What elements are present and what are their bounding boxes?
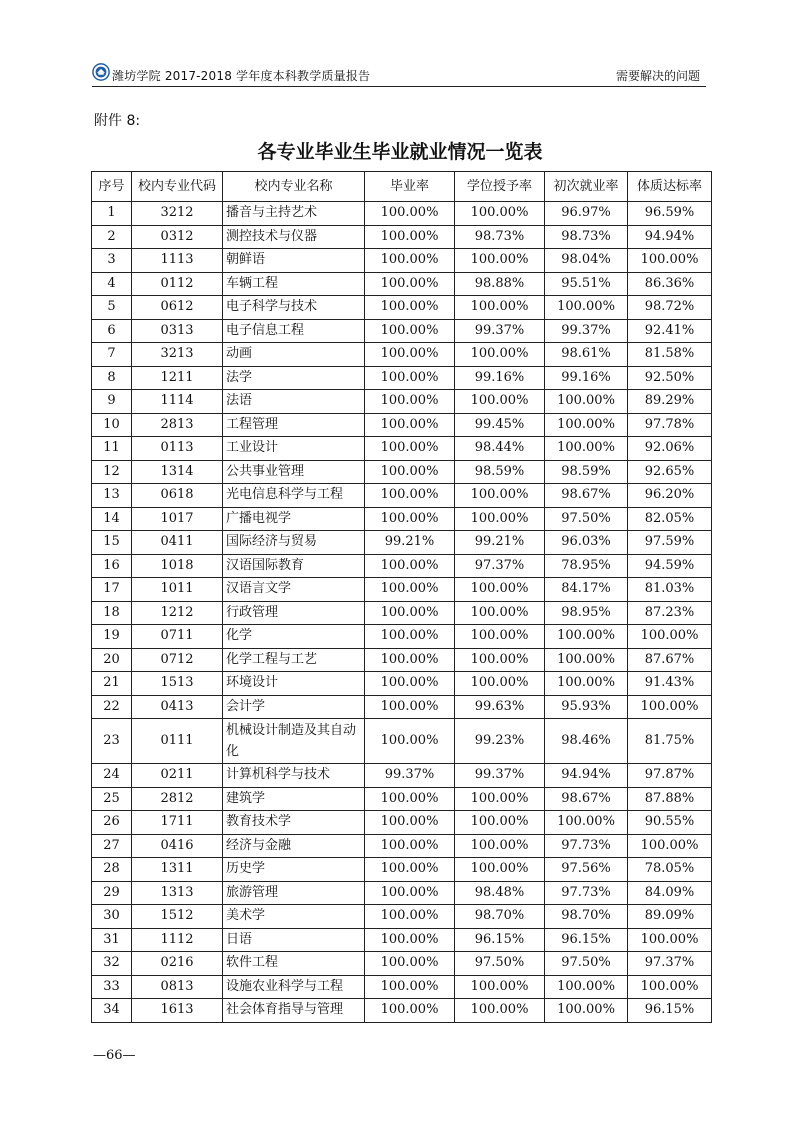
employment-rate-cell: 100.00% [545, 672, 628, 696]
table-row [92, 554, 712, 578]
graduation-rate-cell: 100.00% [365, 672, 455, 696]
graduation-rate-cell: 100.00% [365, 413, 455, 437]
page-number: —66— [93, 1048, 136, 1063]
header-divider [92, 86, 706, 87]
employment-rate-cell: 97.50% [545, 507, 628, 531]
table-row [92, 834, 712, 858]
major-name-cell: 公共事业管理 [223, 460, 365, 484]
graduation-rate-cell: 100.00% [365, 811, 455, 835]
degree-rate-cell: 98.44% [455, 437, 545, 461]
degree-rate-cell: 100.00% [455, 999, 545, 1023]
fitness-rate-cell: 94.59% [628, 554, 712, 578]
employment-rate-cell: 100.00% [545, 413, 628, 437]
degree-rate-cell: 100.00% [455, 296, 545, 320]
graduation-rate-cell: 100.00% [365, 975, 455, 999]
fitness-rate-cell: 97.59% [628, 531, 712, 555]
row-index-cell: 7 [92, 343, 132, 367]
report-title: 潍坊学院 2017-2018 学年度本科教学质量报告 [112, 69, 371, 83]
major-name-cell: 汉语国际教育 [223, 554, 365, 578]
major-code-cell: 0411 [132, 531, 223, 555]
graduation-rate-cell: 100.00% [365, 296, 455, 320]
graduation-rate-cell: 100.00% [365, 437, 455, 461]
degree-rate-cell: 100.00% [455, 484, 545, 508]
table-row [92, 460, 712, 484]
major-code-cell: 3212 [132, 202, 223, 226]
row-index-cell: 22 [92, 695, 132, 719]
graduation-rate-cell: 100.00% [365, 601, 455, 625]
fitness-rate-cell: 97.87% [628, 764, 712, 788]
graduation-rate-cell: 100.00% [365, 507, 455, 531]
major-name-cell: 法学 [223, 366, 365, 390]
major-code-cell: 1711 [132, 811, 223, 835]
major-name-cell: 法语 [223, 390, 365, 414]
graduation-rate-cell: 100.00% [365, 928, 455, 952]
column-header: 学位授予率 [455, 172, 545, 202]
row-index-cell: 11 [92, 437, 132, 461]
major-name-cell: 广播电视学 [223, 507, 365, 531]
major-code-cell: 1017 [132, 507, 223, 531]
degree-rate-cell: 100.00% [455, 625, 545, 649]
degree-rate-cell: 100.00% [455, 648, 545, 672]
graduation-rate-cell: 100.00% [365, 719, 455, 764]
degree-rate-cell: 99.21% [455, 531, 545, 555]
table-row [92, 858, 712, 882]
major-name-cell: 汉语言文学 [223, 578, 365, 602]
table-row [92, 531, 712, 555]
row-index-cell: 14 [92, 507, 132, 531]
table-header-row [92, 172, 712, 202]
fitness-rate-cell: 96.15% [628, 999, 712, 1023]
major-code-cell: 0113 [132, 437, 223, 461]
fitness-rate-cell: 100.00% [628, 625, 712, 649]
major-code-cell: 0416 [132, 834, 223, 858]
fitness-rate-cell: 89.29% [628, 390, 712, 414]
major-code-cell: 1113 [132, 249, 223, 273]
fitness-rate-cell: 89.09% [628, 905, 712, 929]
graduation-rate-cell: 100.00% [365, 625, 455, 649]
fitness-rate-cell: 86.36% [628, 272, 712, 296]
table-row [92, 601, 712, 625]
major-code-cell: 1313 [132, 881, 223, 905]
major-code-cell: 0112 [132, 272, 223, 296]
degree-rate-cell: 99.23% [455, 719, 545, 764]
degree-rate-cell: 100.00% [455, 390, 545, 414]
major-code-cell: 1613 [132, 999, 223, 1023]
employment-rate-cell: 94.94% [545, 764, 628, 788]
fitness-rate-cell: 100.00% [628, 695, 712, 719]
row-index-cell: 9 [92, 390, 132, 414]
degree-rate-cell: 100.00% [455, 834, 545, 858]
fitness-rate-cell: 92.41% [628, 319, 712, 343]
fitness-rate-cell: 81.03% [628, 578, 712, 602]
table-row [92, 296, 712, 320]
fitness-rate-cell: 87.67% [628, 648, 712, 672]
row-index-cell: 30 [92, 905, 132, 929]
major-code-cell: 1018 [132, 554, 223, 578]
employment-rate-cell: 95.93% [545, 695, 628, 719]
fitness-rate-cell: 90.55% [628, 811, 712, 835]
graduation-rate-cell: 100.00% [365, 272, 455, 296]
major-code-cell: 0312 [132, 225, 223, 249]
major-name-cell: 历史学 [223, 858, 365, 882]
fitness-rate-cell: 100.00% [628, 249, 712, 273]
graduation-rate-cell: 100.00% [365, 881, 455, 905]
graduation-rate-cell: 100.00% [365, 695, 455, 719]
row-index-cell: 12 [92, 460, 132, 484]
employment-rate-cell: 97.73% [545, 834, 628, 858]
graduation-rate-cell: 100.00% [365, 999, 455, 1023]
degree-rate-cell: 98.70% [455, 905, 545, 929]
page-header [92, 62, 706, 88]
degree-rate-cell: 100.00% [455, 858, 545, 882]
major-name-cell: 环境设计 [223, 672, 365, 696]
column-header: 序号 [92, 172, 132, 202]
major-name-cell: 化学工程与工艺 [223, 648, 365, 672]
major-name-cell: 计算机科学与技术 [223, 764, 365, 788]
degree-rate-cell: 97.50% [455, 952, 545, 976]
row-index-cell: 13 [92, 484, 132, 508]
graduation-rate-cell: 99.37% [365, 764, 455, 788]
fitness-rate-cell: 91.43% [628, 672, 712, 696]
major-code-cell: 1114 [132, 390, 223, 414]
major-code-cell: 1314 [132, 460, 223, 484]
major-name-cell: 工业设计 [223, 437, 365, 461]
table-body [92, 202, 712, 1023]
fitness-rate-cell: 94.94% [628, 225, 712, 249]
employment-rate-cell: 96.97% [545, 202, 628, 226]
table-row [92, 272, 712, 296]
table-row [92, 975, 712, 999]
major-name-cell: 建筑学 [223, 787, 365, 811]
table-row [92, 719, 712, 764]
row-index-cell: 34 [92, 999, 132, 1023]
table-row [92, 648, 712, 672]
graduation-rate-cell: 100.00% [365, 366, 455, 390]
major-code-cell: 1212 [132, 601, 223, 625]
employment-rate-cell: 97.50% [545, 952, 628, 976]
degree-rate-cell: 97.37% [455, 554, 545, 578]
employment-rate-cell: 100.00% [545, 437, 628, 461]
degree-rate-cell: 99.16% [455, 366, 545, 390]
row-index-cell: 24 [92, 764, 132, 788]
graduation-rate-cell: 100.00% [365, 554, 455, 578]
graduation-rate-cell: 100.00% [365, 202, 455, 226]
column-header: 初次就业率 [545, 172, 628, 202]
major-code-cell: 1011 [132, 578, 223, 602]
major-name-cell: 电子科学与技术 [223, 296, 365, 320]
graduation-rate-cell: 100.00% [365, 834, 455, 858]
table-row [92, 764, 712, 788]
table-row [92, 507, 712, 531]
major-code-cell: 0313 [132, 319, 223, 343]
major-name-cell: 旅游管理 [223, 881, 365, 905]
row-index-cell: 18 [92, 601, 132, 625]
table-row [92, 928, 712, 952]
major-code-cell: 1311 [132, 858, 223, 882]
major-code-cell: 0618 [132, 484, 223, 508]
employment-rate-cell: 96.03% [545, 531, 628, 555]
degree-rate-cell: 98.73% [455, 225, 545, 249]
employment-rate-cell: 100.00% [545, 999, 628, 1023]
degree-rate-cell: 100.00% [455, 202, 545, 226]
table-row [92, 225, 712, 249]
attachment-label: 附件 8: [94, 113, 141, 129]
row-index-cell: 17 [92, 578, 132, 602]
employment-rate-cell: 95.51% [545, 272, 628, 296]
fitness-rate-cell: 100.00% [628, 975, 712, 999]
major-name-cell: 会计学 [223, 695, 365, 719]
major-name-cell: 美术学 [223, 905, 365, 929]
major-code-cell: 0216 [132, 952, 223, 976]
major-code-cell: 1112 [132, 928, 223, 952]
employment-rate-cell: 100.00% [545, 625, 628, 649]
degree-rate-cell: 100.00% [455, 507, 545, 531]
fitness-rate-cell: 98.72% [628, 296, 712, 320]
major-name-cell: 工程管理 [223, 413, 365, 437]
row-index-cell: 10 [92, 413, 132, 437]
graduation-rate-cell: 100.00% [365, 905, 455, 929]
employment-rate-cell: 99.37% [545, 319, 628, 343]
degree-rate-cell: 99.45% [455, 413, 545, 437]
row-index-cell: 25 [92, 787, 132, 811]
table-row [92, 672, 712, 696]
row-index-cell: 28 [92, 858, 132, 882]
major-code-cell: 1513 [132, 672, 223, 696]
row-index-cell: 32 [92, 952, 132, 976]
employment-rate-cell: 84.17% [545, 578, 628, 602]
row-index-cell: 27 [92, 834, 132, 858]
employment-rate-cell: 98.95% [545, 601, 628, 625]
table-row [92, 249, 712, 273]
table-row [92, 811, 712, 835]
graduation-rate-cell: 100.00% [365, 343, 455, 367]
major-code-cell: 0211 [132, 764, 223, 788]
graduation-rate-cell: 100.00% [365, 484, 455, 508]
major-name-cell: 化学 [223, 625, 365, 649]
major-code-cell: 2812 [132, 787, 223, 811]
table-row [92, 413, 712, 437]
row-index-cell: 26 [92, 811, 132, 835]
graduation-rate-cell: 100.00% [365, 319, 455, 343]
degree-rate-cell: 98.48% [455, 881, 545, 905]
table-row [92, 905, 712, 929]
graduation-rate-cell: 99.21% [365, 531, 455, 555]
major-name-cell: 教育技术学 [223, 811, 365, 835]
row-index-cell: 20 [92, 648, 132, 672]
major-name-cell: 朝鲜语 [223, 249, 365, 273]
major-name-cell: 光电信息科学与工程 [223, 484, 365, 508]
graduation-rate-cell: 100.00% [365, 390, 455, 414]
degree-rate-cell: 100.00% [455, 578, 545, 602]
employment-rate-cell: 78.95% [545, 554, 628, 578]
employment-rate-cell: 98.04% [545, 249, 628, 273]
major-code-cell: 1211 [132, 366, 223, 390]
row-index-cell: 33 [92, 975, 132, 999]
graduation-rate-cell: 100.00% [365, 858, 455, 882]
employment-rate-cell: 100.00% [545, 296, 628, 320]
major-name-cell: 日语 [223, 928, 365, 952]
column-header: 毕业率 [365, 172, 455, 202]
employment-rate-cell: 100.00% [545, 811, 628, 835]
fitness-rate-cell: 92.65% [628, 460, 712, 484]
row-index-cell: 23 [92, 719, 132, 764]
table-row [92, 695, 712, 719]
degree-rate-cell: 99.37% [455, 764, 545, 788]
major-code-cell: 0813 [132, 975, 223, 999]
major-name-cell: 动画 [223, 343, 365, 367]
row-index-cell: 2 [92, 225, 132, 249]
major-code-cell: 0712 [132, 648, 223, 672]
table-row [92, 578, 712, 602]
degree-rate-cell: 100.00% [455, 601, 545, 625]
major-code-cell: 0612 [132, 296, 223, 320]
major-name-cell: 国际经济与贸易 [223, 531, 365, 555]
employment-rate-cell: 98.67% [545, 787, 628, 811]
graduation-rate-cell: 100.00% [365, 225, 455, 249]
fitness-rate-cell: 100.00% [628, 928, 712, 952]
table-row [92, 202, 712, 226]
employment-rate-cell: 98.73% [545, 225, 628, 249]
fitness-rate-cell: 81.58% [628, 343, 712, 367]
table-row [92, 999, 712, 1023]
degree-rate-cell: 100.00% [455, 672, 545, 696]
employment-rate-cell: 97.73% [545, 881, 628, 905]
degree-rate-cell: 99.63% [455, 695, 545, 719]
column-header: 校内专业名称 [223, 172, 365, 202]
table-row [92, 437, 712, 461]
row-index-cell: 1 [92, 202, 132, 226]
degree-rate-cell: 96.15% [455, 928, 545, 952]
table-row [92, 787, 712, 811]
fitness-rate-cell: 84.09% [628, 881, 712, 905]
employment-rate-cell: 99.16% [545, 366, 628, 390]
school-logo-icon [92, 63, 110, 81]
employment-rate-cell: 100.00% [545, 648, 628, 672]
table-row [92, 484, 712, 508]
major-name-cell: 行政管理 [223, 601, 365, 625]
major-code-cell: 0711 [132, 625, 223, 649]
major-name-cell: 社会体育指导与管理 [223, 999, 365, 1023]
row-index-cell: 5 [92, 296, 132, 320]
degree-rate-cell: 100.00% [455, 975, 545, 999]
row-index-cell: 8 [92, 366, 132, 390]
fitness-rate-cell: 82.05% [628, 507, 712, 531]
major-name-cell: 车辆工程 [223, 272, 365, 296]
employment-rate-cell: 98.46% [545, 719, 628, 764]
fitness-rate-cell: 87.23% [628, 601, 712, 625]
page-title: 各专业毕业生毕业就业情况一览表 [257, 141, 543, 163]
table-row [92, 319, 712, 343]
employment-rate-cell: 100.00% [545, 975, 628, 999]
graduation-rate-cell: 100.00% [365, 787, 455, 811]
graduation-rate-cell: 100.00% [365, 578, 455, 602]
row-index-cell: 19 [92, 625, 132, 649]
fitness-rate-cell: 96.20% [628, 484, 712, 508]
fitness-rate-cell: 96.59% [628, 202, 712, 226]
graduation-rate-cell: 100.00% [365, 460, 455, 484]
table-row [92, 390, 712, 414]
major-code-cell: 0111 [132, 719, 223, 764]
row-index-cell: 4 [92, 272, 132, 296]
row-index-cell: 21 [92, 672, 132, 696]
column-header: 体质达标率 [628, 172, 712, 202]
degree-rate-cell: 99.37% [455, 319, 545, 343]
table-row [92, 952, 712, 976]
fitness-rate-cell: 92.50% [628, 366, 712, 390]
row-index-cell: 29 [92, 881, 132, 905]
fitness-rate-cell: 97.37% [628, 952, 712, 976]
major-code-cell: 3213 [132, 343, 223, 367]
fitness-rate-cell: 87.88% [628, 787, 712, 811]
fitness-rate-cell: 92.06% [628, 437, 712, 461]
major-code-cell: 0413 [132, 695, 223, 719]
degree-rate-cell: 98.88% [455, 272, 545, 296]
major-name-cell: 设施农业科学与工程 [223, 975, 365, 999]
row-index-cell: 15 [92, 531, 132, 555]
degree-rate-cell: 100.00% [455, 249, 545, 273]
employment-rate-cell: 98.67% [545, 484, 628, 508]
employment-rate-cell: 98.70% [545, 905, 628, 929]
row-index-cell: 16 [92, 554, 132, 578]
table-row [92, 881, 712, 905]
section-title: 需要解决的问题 [615, 69, 700, 83]
graduation-rate-cell: 100.00% [365, 648, 455, 672]
employment-table [91, 171, 712, 1023]
fitness-rate-cell: 78.05% [628, 858, 712, 882]
major-name-cell: 经济与金融 [223, 834, 365, 858]
major-code-cell: 2813 [132, 413, 223, 437]
degree-rate-cell: 100.00% [455, 787, 545, 811]
major-name-cell: 电子信息工程 [223, 319, 365, 343]
row-index-cell: 3 [92, 249, 132, 273]
column-header: 校内专业代码 [132, 172, 223, 202]
employment-rate-cell: 98.61% [545, 343, 628, 367]
employment-rate-cell: 97.56% [545, 858, 628, 882]
degree-rate-cell: 100.00% [455, 343, 545, 367]
major-code-cell: 1512 [132, 905, 223, 929]
employment-rate-cell: 100.00% [545, 390, 628, 414]
employment-rate-cell: 96.15% [545, 928, 628, 952]
employment-rate-cell: 98.59% [545, 460, 628, 484]
degree-rate-cell: 100.00% [455, 811, 545, 835]
fitness-rate-cell: 81.75% [628, 719, 712, 764]
fitness-rate-cell: 100.00% [628, 834, 712, 858]
major-name-cell: 播音与主持艺术 [223, 202, 365, 226]
row-index-cell: 6 [92, 319, 132, 343]
table-row [92, 625, 712, 649]
graduation-rate-cell: 100.00% [365, 249, 455, 273]
table-row [92, 366, 712, 390]
table-row [92, 343, 712, 367]
major-name-cell: 测控技术与仪器 [223, 225, 365, 249]
major-name-cell: 机械设计制造及其自动化 [223, 719, 365, 764]
major-name-cell: 软件工程 [223, 952, 365, 976]
fitness-rate-cell: 97.78% [628, 413, 712, 437]
degree-rate-cell: 98.59% [455, 460, 545, 484]
graduation-rate-cell: 100.00% [365, 952, 455, 976]
row-index-cell: 31 [92, 928, 132, 952]
